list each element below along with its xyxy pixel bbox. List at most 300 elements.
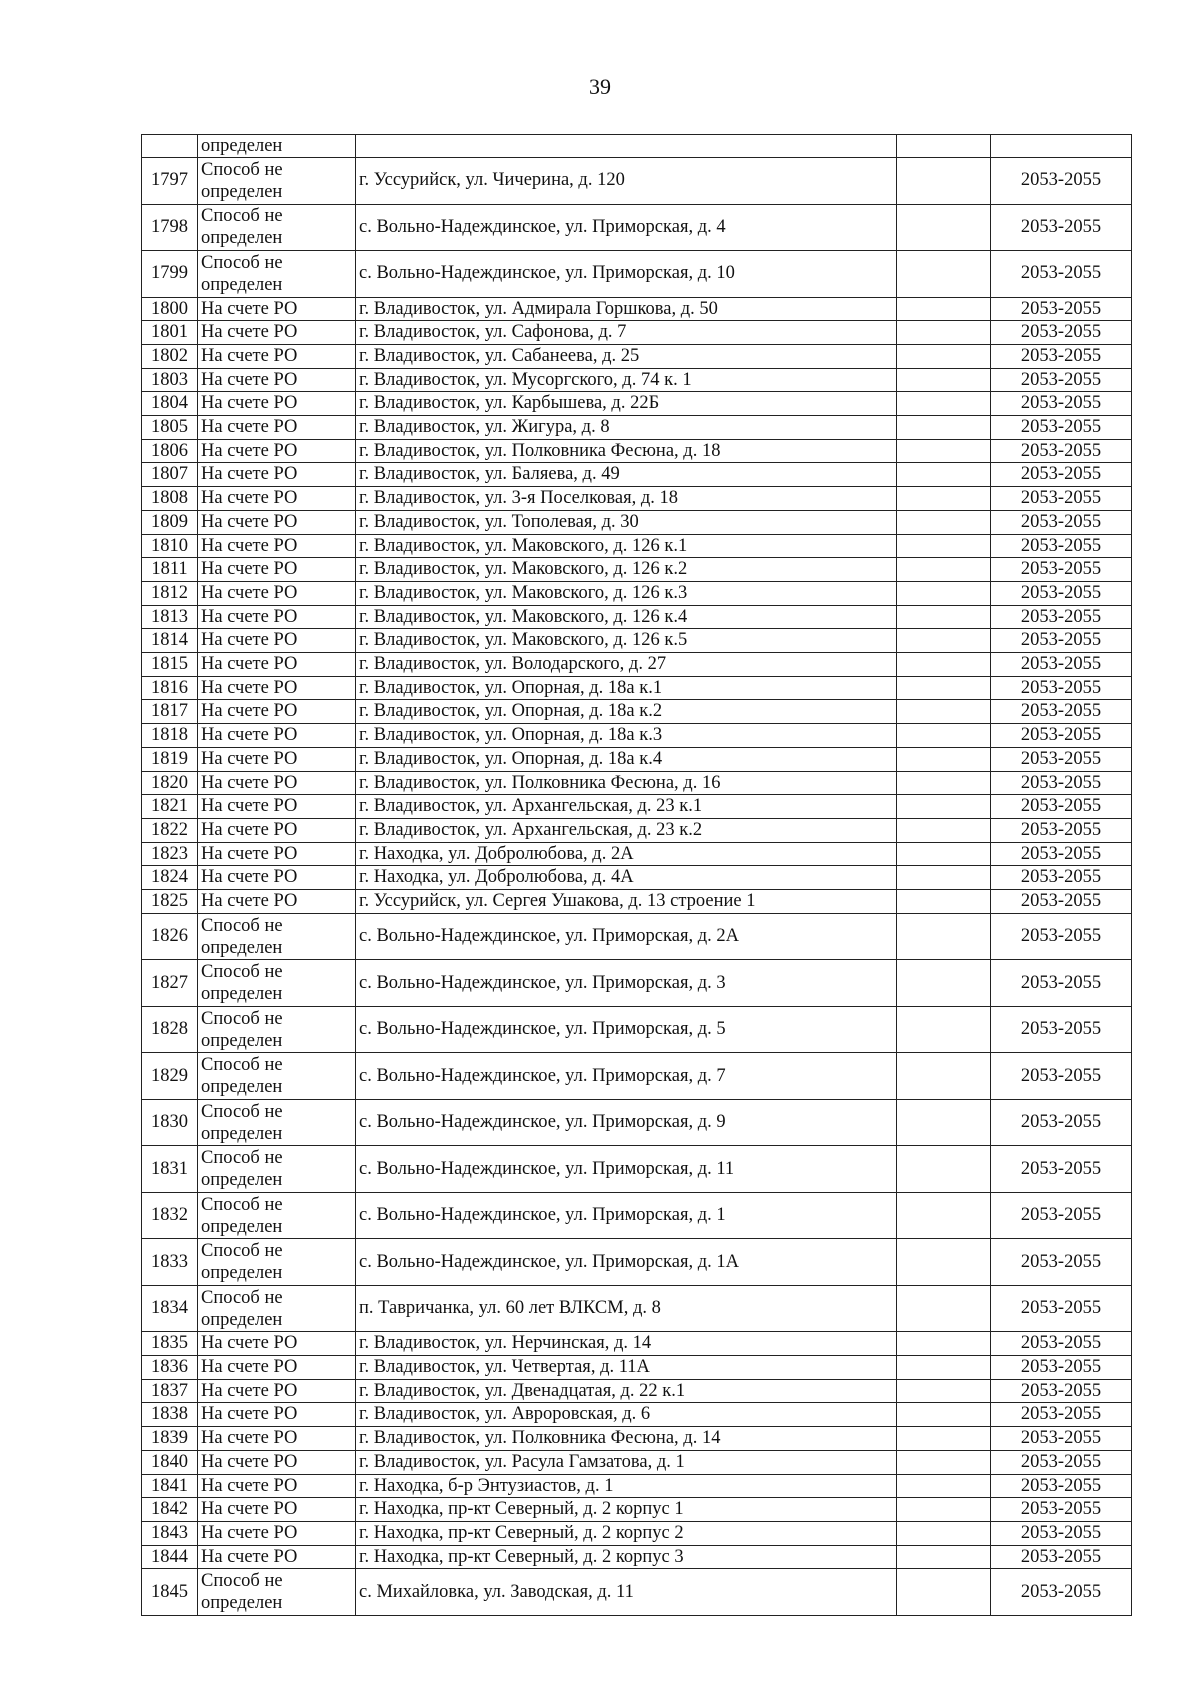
table-row [142,771,1132,795]
cell-number: 1811 [142,558,198,582]
cell-method: Способ не определен [198,1099,356,1146]
cell-period: 2053-2055 [991,1146,1132,1193]
table-row [142,1006,1132,1053]
table-row [142,913,1132,960]
cell-empty [897,368,991,392]
cell-method: На счете РО [198,510,356,534]
cell-empty [897,676,991,700]
table-body [142,135,1132,1616]
cell-number: 1810 [142,534,198,558]
cell-method: Способ не определен [198,1006,356,1053]
cell-address: г. Владивосток, ул. Карбышева, д. 22Б [356,392,897,416]
cell-address: с. Вольно-Надеждинское, ул. Приморская, д. 10 [356,251,897,298]
cell-number: 1804 [142,392,198,416]
cell-period: 2053-2055 [991,204,1132,251]
cell-period: 2053-2055 [991,866,1132,890]
cell-period: 2053-2055 [991,1569,1132,1616]
cell-empty [897,1474,991,1498]
table-row [142,960,1132,1007]
cell-address: с. Вольно-Надеждинское, ул. Приморская, д. 9 [356,1099,897,1146]
cell-address: г. Владивосток, ул. Маковского, д. 126 к.3 [356,581,897,605]
cell-method: На счете РО [198,534,356,558]
cell-period: 2053-2055 [991,818,1132,842]
cell-address: с. Вольно-Надеждинское, ул. Приморская, д. 3 [356,960,897,1007]
cell-period: 2053-2055 [991,629,1132,653]
table-row [142,416,1132,440]
cell-address: г. Владивосток, ул. Маковского, д. 126 к.5 [356,629,897,653]
cell-address: г. Владивосток, ул. Маковского, д. 126 к.2 [356,558,897,582]
cell-empty [897,653,991,677]
cell-method: На счете РО [198,676,356,700]
cell-period: 2053-2055 [991,321,1132,345]
cell-period: 2053-2055 [991,1053,1132,1100]
cell-method: Способ не определен [198,1146,356,1193]
cell-method: На счете РО [198,463,356,487]
cell-empty [897,1427,991,1451]
cell-method: На счете РО [198,321,356,345]
cell-method: На счете РО [198,368,356,392]
cell-method: На счете РО [198,487,356,511]
cell-address: г. Находка, ул. Добролюбова, д. 4А [356,866,897,890]
table-row [142,653,1132,677]
cell-number: 1844 [142,1545,198,1569]
cell-method: На счете РО [198,629,356,653]
cell-period: 2053-2055 [991,1355,1132,1379]
cell-address: г. Уссурийск, ул. Сергея Ушакова, д. 13 строение 1 [356,890,897,914]
table-row [142,1332,1132,1356]
cell-empty [897,344,991,368]
table-row [142,510,1132,534]
cell-address: г. Владивосток, ул. Архангельская, д. 23 к.2 [356,818,897,842]
cell-method: На счете РО [198,842,356,866]
table-row [142,581,1132,605]
table-row [142,251,1132,298]
cell-method: Способ не определен [198,1192,356,1239]
cell-number: 1832 [142,1192,198,1239]
cell-method: На счете РО [198,724,356,748]
table-row [142,344,1132,368]
table-row [142,534,1132,558]
cell-empty [897,510,991,534]
cell-period: 2053-2055 [991,344,1132,368]
cell-empty [897,913,991,960]
cell-address: г. Владивосток, ул. Маковского, д. 126 к.4 [356,605,897,629]
cell-number: 1841 [142,1474,198,1498]
cell-period: 2053-2055 [991,1521,1132,1545]
cell-empty [897,1545,991,1569]
cell-method: На счете РО [198,1427,356,1451]
cell-address: г. Владивосток, ул. Полковника Фесюна, д. 16 [356,771,897,795]
cell-address: г. Владивосток, ул. Опорная, д. 18а к.2 [356,700,897,724]
cell-period: 2053-2055 [991,724,1132,748]
cell-empty [897,1146,991,1193]
cell-number: 1842 [142,1498,198,1522]
cell-method: Способ не определен [198,913,356,960]
table-row [142,487,1132,511]
cell-period: 2053-2055 [991,439,1132,463]
cell-period: 2053-2055 [991,1474,1132,1498]
cell-period: 2053-2055 [991,1239,1132,1286]
table-row [142,866,1132,890]
cell-number: 1837 [142,1379,198,1403]
cell-method: На счете РО [198,416,356,440]
cell-number: 1808 [142,487,198,511]
cell-address: с. Вольно-Надеждинское, ул. Приморская, д. 1А [356,1239,897,1286]
page-number: 39 [589,74,611,99]
cell-address: г. Уссурийск, ул. Чичерина, д. 120 [356,158,897,205]
cell-method: На счете РО [198,392,356,416]
cell-period: 2053-2055 [991,676,1132,700]
cell-method: На счете РО [198,1498,356,1522]
cell-empty [897,463,991,487]
cell-number: 1819 [142,747,198,771]
table-row [142,463,1132,487]
cell-method: На счете РО [198,700,356,724]
cell-method: На счете РО [198,747,356,771]
cell-empty [897,1192,991,1239]
table-row [142,795,1132,819]
cell-address: г. Владивосток, ул. Архангельская, д. 23 к.1 [356,795,897,819]
cell-method: На счете РО [198,818,356,842]
cell-number: 1824 [142,866,198,890]
cell-period: 2053-2055 [991,890,1132,914]
cell-method: На счете РО [198,581,356,605]
cell-number: 1829 [142,1053,198,1100]
table-row [142,890,1132,914]
cell-empty [897,1498,991,1522]
cell-address: с. Вольно-Надеждинское, ул. Приморская, д. 4 [356,204,897,251]
cell-address: г. Владивосток, ул. Опорная, д. 18а к.3 [356,724,897,748]
cell-empty [897,747,991,771]
cell-address: г. Владивосток, ул. Адмирала Горшкова, д. 50 [356,297,897,321]
cell-address: г. Владивосток, ул. Сафонова, д. 7 [356,321,897,345]
cell-period: 2053-2055 [991,392,1132,416]
cell-empty [897,392,991,416]
cell-method: На счете РО [198,771,356,795]
cell-number: 1826 [142,913,198,960]
cell-address: с. Вольно-Надеждинское, ул. Приморская, д. 5 [356,1006,897,1053]
cell-period: 2053-2055 [991,487,1132,511]
cell-number: 1807 [142,463,198,487]
cell-period: 2053-2055 [991,251,1132,298]
cell-number: 1805 [142,416,198,440]
cell-number: 1831 [142,1146,198,1193]
table-row [142,1146,1132,1193]
cell-number: 1843 [142,1521,198,1545]
table-row [142,747,1132,771]
cell-address: г. Владивосток, ул. Жигура, д. 8 [356,416,897,440]
cell-period: 2053-2055 [991,158,1132,205]
cell-number: 1836 [142,1355,198,1379]
table-row [142,297,1132,321]
cell-address: г. Владивосток, ул. Мусоргского, д. 74 к. 1 [356,368,897,392]
cell-period: 2053-2055 [991,463,1132,487]
cell-method: Способ не определен [198,1285,356,1332]
cell-address: г. Находка, б-р Энтузиастов, д. 1 [356,1474,897,1498]
cell-period: 2053-2055 [991,416,1132,440]
cell-empty [897,416,991,440]
cell-empty [897,581,991,605]
table-row [142,605,1132,629]
cell-address: г. Владивосток, ул. Опорная, д. 18а к.4 [356,747,897,771]
cell-number: 1821 [142,795,198,819]
cell-address [356,135,897,158]
cell-address: г. Находка, ул. Добролюбова, д. 2А [356,842,897,866]
cell-empty [897,1239,991,1286]
cell-method: На счете РО [198,795,356,819]
cell-address: г. Владивосток, ул. Авроровская, д. 6 [356,1403,897,1427]
cell-number: 1838 [142,1403,198,1427]
cell-empty [897,158,991,205]
cell-method: Способ не определен [198,1053,356,1100]
cell-address: г. Владивосток, ул. Двенадцатая, д. 22 к.1 [356,1379,897,1403]
cell-empty [897,321,991,345]
cell-address: г. Находка, пр-кт Северный, д. 2 корпус 3 [356,1545,897,1569]
cell-address: г. Владивосток, ул. Нерчинская, д. 14 [356,1332,897,1356]
cell-number: 1816 [142,676,198,700]
table-row [142,1474,1132,1498]
table-row [142,1192,1132,1239]
cell-number [142,135,198,158]
cell-method: Способ не определен [198,158,356,205]
cell-empty [897,700,991,724]
cell-number: 1830 [142,1099,198,1146]
cell-number: 1797 [142,158,198,205]
cell-empty [897,1355,991,1379]
table-row [142,1239,1132,1286]
cell-period: 2053-2055 [991,1498,1132,1522]
table-row [142,818,1132,842]
cell-number: 1801 [142,321,198,345]
cell-period: 2053-2055 [991,700,1132,724]
table-row [142,1545,1132,1569]
cell-number: 1812 [142,581,198,605]
table-row [142,321,1132,345]
table-row [142,1285,1132,1332]
cell-number: 1834 [142,1285,198,1332]
cell-method: На счете РО [198,1450,356,1474]
cell-number: 1822 [142,818,198,842]
cell-period: 2053-2055 [991,795,1132,819]
cell-period: 2053-2055 [991,747,1132,771]
table-row [142,724,1132,748]
table-row [142,1379,1132,1403]
table-row [142,439,1132,463]
houses-table [141,134,1132,1616]
cell-period: 2053-2055 [991,1379,1132,1403]
cell-address: г. Владивосток, ул. Баляева, д. 49 [356,463,897,487]
cell-address: с. Михайловка, ул. Заводская, д. 11 [356,1569,897,1616]
cell-method: Способ не определен [198,1569,356,1616]
cell-method: На счете РО [198,558,356,582]
cell-number: 1799 [142,251,198,298]
cell-empty [897,1006,991,1053]
cell-address: г. Владивосток, ул. Полковника Фесюна, д. 14 [356,1427,897,1451]
cell-period: 2053-2055 [991,534,1132,558]
cell-method: Способ не определен [198,1239,356,1286]
cell-method: На счете РО [198,1355,356,1379]
table-row [142,1053,1132,1100]
cell-empty [897,534,991,558]
cell-period: 2053-2055 [991,842,1132,866]
cell-method: На счете РО [198,1332,356,1356]
cell-empty [897,1285,991,1332]
cell-method: На счете РО [198,439,356,463]
cell-method: На счете РО [198,1474,356,1498]
cell-method: На счете РО [198,653,356,677]
table-row [142,558,1132,582]
table-row [142,368,1132,392]
cell-number: 1809 [142,510,198,534]
table-row [142,1355,1132,1379]
cell-number: 1820 [142,771,198,795]
table-row-continuation [142,135,1132,158]
cell-period: 2053-2055 [991,605,1132,629]
cell-method: На счете РО [198,1545,356,1569]
cell-empty [897,439,991,463]
cell-empty [897,771,991,795]
cell-empty [897,1450,991,1474]
cell-period: 2053-2055 [991,1427,1132,1451]
cell-address: с. Вольно-Надеждинское, ул. Приморская, д. 7 [356,1053,897,1100]
cell-number: 1813 [142,605,198,629]
cell-empty [897,135,991,158]
cell-empty [897,204,991,251]
cell-address: г. Владивосток, ул. 3-я Поселковая, д. 18 [356,487,897,511]
cell-number: 1845 [142,1569,198,1616]
table-row [142,1521,1132,1545]
cell-empty [897,890,991,914]
cell-period: 2053-2055 [991,581,1132,605]
cell-empty [897,1332,991,1356]
cell-number: 1806 [142,439,198,463]
cell-empty [897,629,991,653]
cell-period: 2053-2055 [991,510,1132,534]
cell-empty [897,842,991,866]
table-row [142,204,1132,251]
cell-number: 1798 [142,204,198,251]
table-row [142,676,1132,700]
cell-period: 2053-2055 [991,368,1132,392]
cell-number: 1833 [142,1239,198,1286]
cell-number: 1814 [142,629,198,653]
cell-address: г. Владивосток, ул. Четвертая, д. 11А [356,1355,897,1379]
table-row [142,1569,1132,1616]
cell-number: 1825 [142,890,198,914]
cell-method: На счете РО [198,344,356,368]
cell-address: г. Владивосток, ул. Опорная, д. 18а к.1 [356,676,897,700]
cell-empty [897,1569,991,1616]
table-row [142,700,1132,724]
table-row [142,392,1132,416]
cell-number: 1815 [142,653,198,677]
cell-empty [897,1403,991,1427]
cell-address: г. Владивосток, ул. Маковского, д. 126 к.1 [356,534,897,558]
cell-empty [897,818,991,842]
cell-empty [897,1099,991,1146]
cell-address: г. Владивосток, ул. Полковника Фесюна, д. 18 [356,439,897,463]
cell-address: п. Тавричанка, ул. 60 лет ВЛКСМ, д. 8 [356,1285,897,1332]
cell-empty [897,1053,991,1100]
table-row [142,1403,1132,1427]
cell-period: 2053-2055 [991,1450,1132,1474]
table-row [142,158,1132,205]
cell-method: На счете РО [198,1403,356,1427]
cell-number: 1839 [142,1427,198,1451]
cell-period: 2053-2055 [991,913,1132,960]
cell-number: 1800 [142,297,198,321]
cell-number: 1802 [142,344,198,368]
cell-empty [897,960,991,1007]
cell-period: 2053-2055 [991,558,1132,582]
cell-empty [897,251,991,298]
cell-address: г. Владивосток, ул. Сабанеева, д. 25 [356,344,897,368]
cell-number: 1803 [142,368,198,392]
cell-number: 1823 [142,842,198,866]
cell-period: 2053-2055 [991,960,1132,1007]
cell-address: г. Находка, пр-кт Северный, д. 2 корпус 2 [356,1521,897,1545]
table-row [142,842,1132,866]
cell-address: с. Вольно-Надеждинское, ул. Приморская, д. 2А [356,913,897,960]
cell-method: Способ не определен [198,204,356,251]
cell-number: 1817 [142,700,198,724]
cell-period: 2053-2055 [991,1192,1132,1239]
cell-period: 2053-2055 [991,653,1132,677]
table-row [142,1450,1132,1474]
cell-empty [897,297,991,321]
table-row [142,629,1132,653]
cell-method: На счете РО [198,890,356,914]
cell-address: с. Вольно-Надеждинское, ул. Приморская, д. 11 [356,1146,897,1193]
cell-method: На счете РО [198,297,356,321]
cell-empty [897,724,991,748]
cell-period: 2053-2055 [991,1545,1132,1569]
cell-method: На счете РО [198,605,356,629]
cell-empty [897,1379,991,1403]
cell-period: 2053-2055 [991,1006,1132,1053]
cell-number: 1818 [142,724,198,748]
cell-period: 2053-2055 [991,1285,1132,1332]
cell-method: Способ не определен [198,251,356,298]
cell-method: На счете РО [198,866,356,890]
cell-empty [897,1521,991,1545]
cell-empty [897,487,991,511]
table-row [142,1099,1132,1146]
cell-period: 2053-2055 [991,297,1132,321]
cell-number: 1827 [142,960,198,1007]
cell-method: определен [198,135,356,158]
cell-address: г. Владивосток, ул. Тополевая, д. 30 [356,510,897,534]
cell-period: 2053-2055 [991,1332,1132,1356]
cell-method: На счете РО [198,1379,356,1403]
cell-empty [897,558,991,582]
table-row [142,1427,1132,1451]
cell-period: 2053-2055 [991,771,1132,795]
cell-method: Способ не определен [198,960,356,1007]
cell-number: 1835 [142,1332,198,1356]
cell-address: г. Владивосток, ул. Расула Гамзатова, д. 1 [356,1450,897,1474]
cell-address: с. Вольно-Надеждинское, ул. Приморская, д. 1 [356,1192,897,1239]
cell-empty [897,795,991,819]
cell-number: 1840 [142,1450,198,1474]
cell-period [991,135,1132,158]
cell-method: На счете РО [198,1521,356,1545]
cell-address: г. Владивосток, ул. Володарского, д. 27 [356,653,897,677]
cell-address: г. Находка, пр-кт Северный, д. 2 корпус 1 [356,1498,897,1522]
table-row [142,1498,1132,1522]
cell-period: 2053-2055 [991,1099,1132,1146]
cell-empty [897,605,991,629]
